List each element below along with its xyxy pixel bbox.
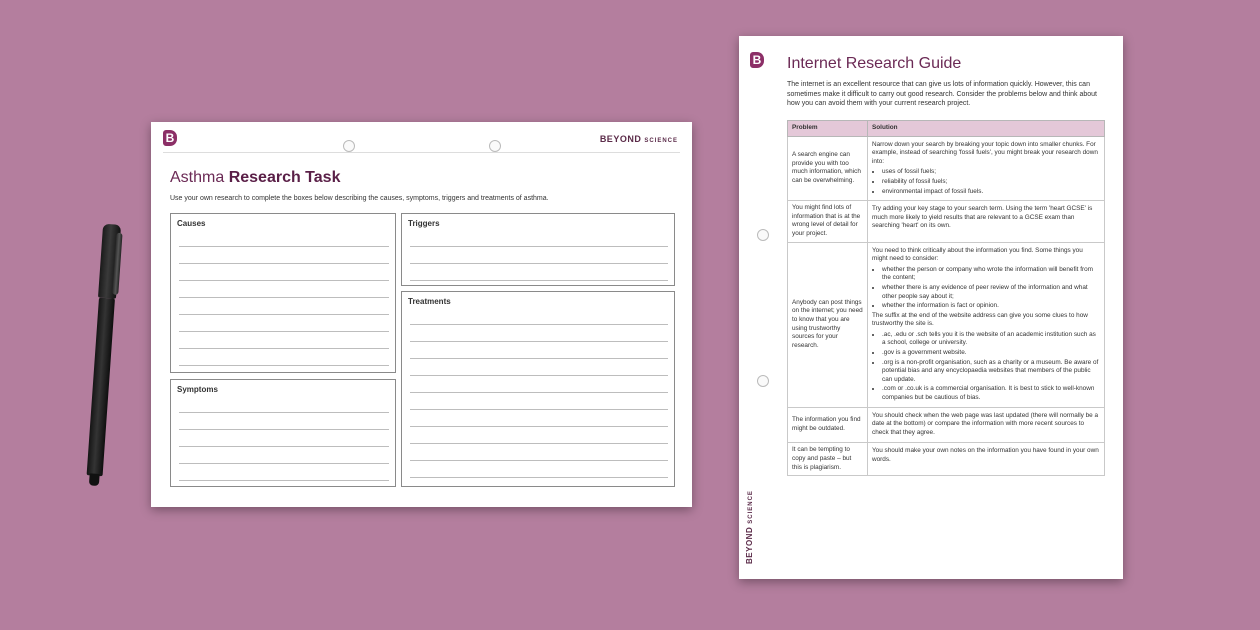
internet-research-guide — [739, 36, 1123, 579]
writing-lines — [410, 230, 668, 281]
causes-label: Causes — [177, 219, 206, 228]
list-item: • reliability of fossil fuels; — [882, 178, 1100, 187]
list-item: • .ac, .edu or .sch tells you it is the website of an academic institution such as a school, college or university. — [882, 331, 1100, 348]
brand-sub: SCIENCE — [644, 138, 678, 144]
triggers-label: Triggers — [408, 219, 440, 228]
asthma-worksheet — [151, 122, 692, 507]
writing-lines — [179, 230, 389, 368]
solution-header: Solution — [868, 121, 1105, 137]
pen — [79, 223, 127, 486]
solution-cell — [868, 407, 1105, 443]
table-row — [788, 407, 1105, 443]
problem-cell: You might find lots of information that is at the wrong level of detail for your project. — [788, 201, 868, 242]
table-row — [788, 201, 1105, 242]
research-guide-table — [787, 120, 1105, 476]
treatments-box[interactable] — [401, 291, 675, 487]
side-brand-sub: SCIENCE — [748, 490, 754, 524]
list-item: • .gov is a government website. — [882, 349, 1100, 358]
brand-wordmark — [600, 134, 678, 144]
writing-lines — [410, 308, 668, 482]
problem-cell: A search engine can provide you with too much information, which can be overwhelming. — [788, 136, 868, 201]
problem-cell: The information you find might be outdated. — [788, 407, 868, 443]
problem-cell: Anybody can post things on the internet; you need to know that you are using trustworthy sources for your research. — [788, 242, 868, 407]
pen-tip — [89, 473, 100, 486]
solution-text: You should check when the web page was last updated (there will normally be a date at the bottom) or compare the information with more recent sources to check that they agree. — [872, 411, 1099, 436]
side-brand-name: BEYOND — [745, 526, 754, 564]
guide-title: Internet Research Guide — [787, 55, 962, 72]
solution-list — [872, 331, 1100, 403]
solution-text: You need to think critically about the information you find. Some things you might need to consider: — [872, 246, 1083, 263]
list-item: • environmental impact of fossil fuels. — [882, 188, 1100, 197]
solution-text: Try adding your key stage to your search term. Using the term 'heart GCSE' is much more likely to yield results that are relevant to a GCSE exam than searching 'heart' on its own. — [872, 205, 1093, 230]
solution-cell — [868, 242, 1105, 407]
punch-hole — [489, 140, 501, 152]
list-item: • .org is a non-profit organisation, such as a charity or a museum. Be aware of potential bias and any encyclopaedia websites that members of the public can update. — [882, 359, 1100, 385]
list-item: • whether there is any evidence of peer review of the information and what other people say about it; — [882, 284, 1100, 301]
punch-hole — [757, 375, 769, 387]
solution-text: Narrow down your search by breaking your topic down into smaller chunks. For example, instead of searching 'fossil fuels', you might break your research down into: — [872, 140, 1098, 165]
table-row — [788, 136, 1105, 201]
solution-text: You should make your own notes on the information you have found in your own words. — [872, 447, 1099, 463]
symptoms-box[interactable] — [170, 379, 396, 487]
solution-cell — [868, 443, 1105, 476]
causes-box[interactable] — [170, 213, 396, 373]
worksheet-title — [170, 169, 340, 187]
writing-lines — [179, 396, 389, 482]
list-item: • uses of fossil fuels; — [882, 168, 1100, 177]
table-row — [788, 242, 1105, 407]
solution-list — [872, 168, 1100, 196]
problem-cell: It can be tempting to copy and paste – but this is plagiarism. — [788, 443, 868, 476]
solution-text: The suffix at the end of the website address can give you some clues to how trustworthy the site is. — [872, 311, 1088, 328]
solution-cell — [868, 201, 1105, 242]
solution-list — [872, 266, 1100, 311]
brand-logo-icon: B — [750, 52, 764, 68]
punch-hole — [757, 229, 769, 241]
pen-body — [87, 298, 115, 477]
table-header-row — [788, 121, 1105, 137]
treatments-label: Treatments — [408, 297, 451, 306]
list-item: • .com or .co.uk is a commercial organisation. It is best to stick to well-known companies but be cautious of bias. — [882, 385, 1100, 402]
guide-intro: The internet is an excellent resource that can give us lots of information quickly. However, this can sometimes make it difficult to carry out good research. Consider the problems below and think about how you can avoid them with your current research project. — [787, 81, 1097, 107]
brand-name: BEYOND — [599, 134, 642, 144]
title-plain: Asthma — [170, 169, 229, 186]
header-divider — [163, 152, 680, 153]
symptoms-label: Symptoms — [177, 385, 218, 394]
problem-header: Problem — [788, 121, 868, 137]
worksheet-instructions: Use your own research to complete the boxes below describing the causes, symptoms, triggers and treatments of asthma. — [170, 195, 549, 202]
table-row — [788, 443, 1105, 476]
punch-hole — [343, 140, 355, 152]
title-bold: Research Task — [228, 169, 341, 186]
brand-logo-icon: B — [163, 130, 177, 146]
side-brand-wordmark — [745, 490, 754, 564]
list-item: • whether the person or company who wrote the information will benefit from the content; — [882, 266, 1100, 283]
list-item: • whether the information is fact or opinion. — [882, 302, 1100, 311]
solution-cell — [868, 136, 1105, 201]
triggers-box[interactable] — [401, 213, 675, 286]
